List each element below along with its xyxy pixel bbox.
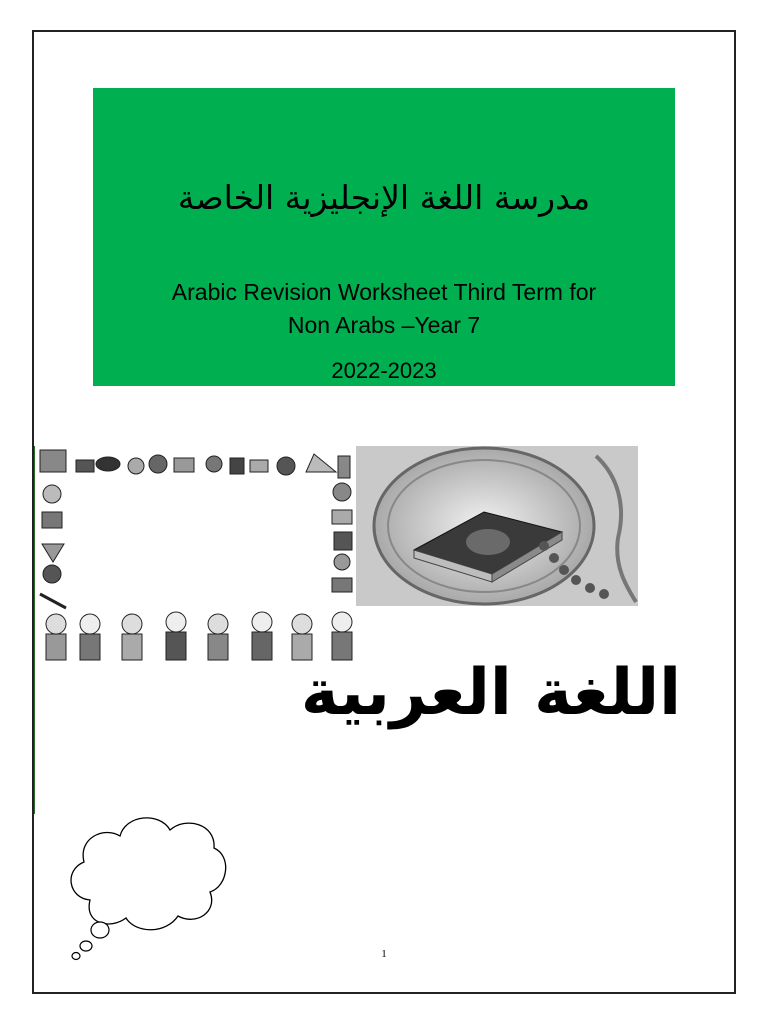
title-box [93,88,675,386]
arabic-calligraphy [300,618,682,758]
worksheet-title-line1: Arabic Revision Worksheet Third Term for [171,279,597,305]
calligraphy-art [300,618,682,758]
worksheet-title [103,276,665,342]
academic-year: 2022-2023 [331,358,437,383]
school-name-arabic: مدرسة اللغة الإنجليزية الخاصة [177,178,591,217]
left-rule [34,446,35,814]
calligraphy-text: اللغة العربية [300,656,682,730]
quran-book-illustration [356,446,638,606]
school-frame-illustration [36,446,360,672]
page-number: 1 [381,948,387,960]
thought-cloud-icon [60,808,230,968]
worksheet-title-line2: Non Arabs –Year 7 [287,312,481,338]
